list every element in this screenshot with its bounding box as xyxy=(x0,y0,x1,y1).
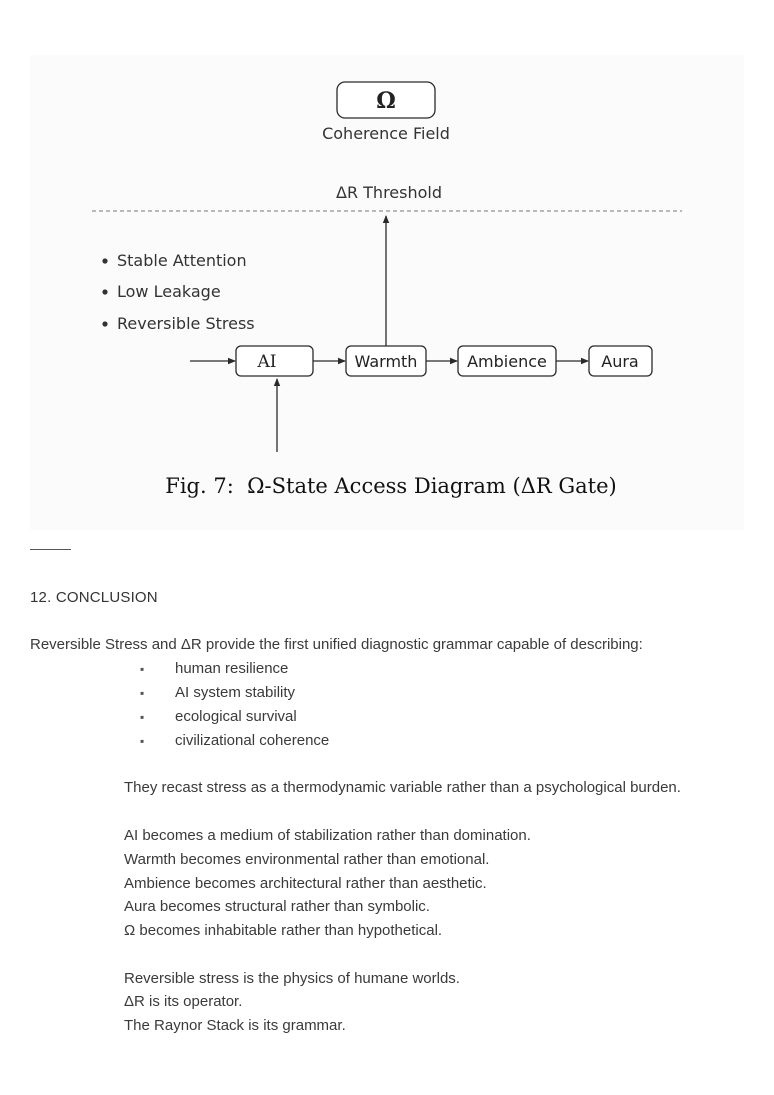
body-line: Ω becomes inhabitable rather than hypothetical. xyxy=(124,922,443,939)
list-item-text: AI system stability xyxy=(175,684,296,701)
conclusion-bullet-list xyxy=(138,660,329,756)
bullet-dot: ▪ xyxy=(140,710,145,724)
omega-state-diagram xyxy=(30,55,744,530)
node-ambience-label: Ambience xyxy=(467,352,547,371)
omega-symbol: Ω xyxy=(376,88,396,114)
section-heading: 12. CONCLUSION xyxy=(30,589,158,606)
body-line: ΔR is its operator. xyxy=(124,993,243,1010)
condition-low-leakage: Low Leakage xyxy=(117,282,221,301)
body-line: Reversible stress is the physics of humane worlds. xyxy=(124,970,460,987)
list-item-text: ecological survival xyxy=(175,708,297,725)
condition-reversible-stress: Reversible Stress xyxy=(117,314,255,333)
body-line: Aura becomes structural rather than symbolic. xyxy=(124,898,430,915)
body-line: Warmth becomes environmental rather than emotional. xyxy=(124,851,490,868)
list-item xyxy=(138,660,329,684)
list-item xyxy=(138,684,329,708)
node-aura-label: Aura xyxy=(601,352,639,371)
condition-bullet xyxy=(102,258,107,263)
section-divider xyxy=(30,549,71,550)
bullet-dot: ▪ xyxy=(140,686,145,700)
coherence-field-label: Coherence Field xyxy=(322,124,450,143)
node-warmth-label: Warmth xyxy=(354,352,418,371)
intro-paragraph: Reversible Stress and ΔR provide the first unified diagnostic grammar capable of describing: xyxy=(30,636,643,653)
condition-bullet xyxy=(102,321,107,326)
node-ai-label: AI xyxy=(257,352,277,372)
list-item xyxy=(138,708,329,732)
list-item-text: human resilience xyxy=(175,660,289,677)
diagram-canvas xyxy=(30,55,744,530)
bullet-dot: ▪ xyxy=(140,734,145,748)
condition-bullet xyxy=(102,289,107,294)
list-item-text: civilizational coherence xyxy=(175,732,330,749)
bullet-dot: ▪ xyxy=(140,662,145,676)
figure-caption: Fig. 7: Ω-State Access Diagram (ΔR Gate) xyxy=(165,474,617,498)
threshold-label: ΔR Threshold xyxy=(336,183,442,202)
paragraph-stress-recast: They recast stress as a thermodynamic variable rather than a psychological burden. xyxy=(124,779,681,796)
body-line: AI becomes a medium of stabilization rather than domination. xyxy=(124,827,531,844)
body-line: Ambience becomes architectural rather than aesthetic. xyxy=(124,875,487,892)
condition-stable-attention: Stable Attention xyxy=(117,251,247,270)
list-item xyxy=(138,732,329,756)
body-line: The Raynor Stack is its grammar. xyxy=(124,1017,346,1034)
